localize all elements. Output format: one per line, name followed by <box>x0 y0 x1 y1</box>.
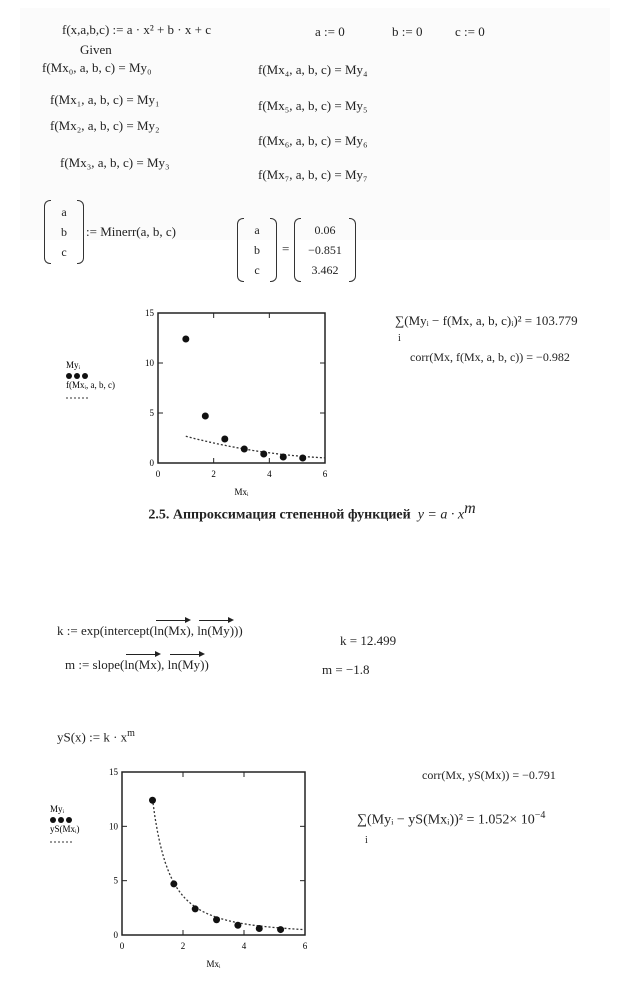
k-suffix: )) <box>234 623 243 638</box>
var-b: b <box>254 243 260 257</box>
ys-def-text: yS(x) := k · x <box>57 729 128 745</box>
y-tick-label: 15 <box>145 308 154 318</box>
data-point <box>234 922 241 929</box>
vectorized-ln-mx: ln(Mx) <box>124 652 161 673</box>
legend-label-points: Myᵢ <box>50 804 64 814</box>
constraint-equation: f(Mx₃, a, b, c) = My₃ <box>60 155 170 170</box>
legend-marker-point <box>74 373 80 379</box>
comma: , <box>161 657 165 672</box>
data-point <box>170 880 177 887</box>
y-tick-label: 0 <box>149 458 154 468</box>
a-init: a := 0 <box>315 24 345 39</box>
data-point <box>213 916 220 923</box>
sum-index: i <box>398 333 401 344</box>
data-point <box>256 925 263 932</box>
x-axis-label: Mxᵢ <box>234 487 249 497</box>
y-tick-label: 10 <box>145 358 154 368</box>
y-tick-label: 5 <box>113 875 118 886</box>
m-suffix: ) <box>204 657 209 672</box>
legend-label-fit: f(Mxᵢ, a, b, c) <box>66 380 115 390</box>
plot-frame <box>158 313 325 463</box>
data-point <box>260 451 267 458</box>
vectorized-ln-my: ln(My) <box>197 618 234 639</box>
constraint-equation: f(Mx₆, a, b, c) = My₆ <box>258 133 368 148</box>
quadratic-fit-chart <box>0 290 360 497</box>
minerr-call: := Minerr(a, b, c) <box>86 224 176 239</box>
sum-squares-quadratic: ∑(Myᵢ − f(Mx, a, b, c)ᵢ)² = 103.779 <box>395 313 578 328</box>
x-tick-label: 6 <box>322 469 328 479</box>
sum-index: i <box>365 835 368 846</box>
variables-vector <box>44 200 84 264</box>
y-tick-label: 15 <box>109 767 118 777</box>
legend-marker-point <box>82 373 88 379</box>
power-fit-chart <box>0 750 340 990</box>
var-a: a <box>254 223 260 237</box>
x-tick-label: 4 <box>267 469 272 479</box>
k-definition <box>57 618 243 639</box>
b-init: b := 0 <box>392 24 423 39</box>
constraint-equation: f(Mx₅, a, b, c) = My₅ <box>258 98 368 113</box>
k-value: k = 12.499 <box>340 633 397 648</box>
legend-marker-point <box>66 373 72 379</box>
sum-power-text: ∑(Myᵢ − yS(Mxᵢ))² = 1.052× 10 <box>357 812 535 828</box>
k-prefix: k := exp(intercept( <box>57 623 154 638</box>
corr-power: corr(Mx, yS(Mx)) = −0.791 <box>422 768 556 782</box>
corr-quadratic: corr(Mx, f(Mx, a, b, c)) = −0.982 <box>410 350 570 364</box>
m-prefix: m := slope( <box>65 657 125 672</box>
data-point <box>280 454 287 461</box>
vectorized-ln-my: ln(My) <box>168 652 205 673</box>
given-keyword: Given <box>80 42 112 57</box>
data-point <box>192 905 199 912</box>
var-a: a <box>61 205 67 219</box>
m-definition <box>65 652 209 673</box>
result-b: −0.851 <box>308 243 342 257</box>
constraint-equation: f(Mx₄, a, b, c) = My₄ <box>258 62 368 77</box>
result-a: 0.06 <box>314 223 336 237</box>
c-init: c := 0 <box>455 24 485 39</box>
ys-exponent: m <box>127 728 135 739</box>
data-point <box>277 926 284 933</box>
var-c: c <box>61 245 67 259</box>
ys-definition <box>57 728 135 745</box>
data-point <box>299 455 306 462</box>
function-definition: f(x,a,b,c) := a · x² + b · x + c <box>62 22 211 37</box>
equals-sign: = <box>282 241 290 256</box>
sum-power-exponent: −4 <box>534 810 546 821</box>
legend-marker-point <box>66 817 72 823</box>
section-formula-exponent: m <box>464 500 476 517</box>
m-value: m = −1.8 <box>322 662 370 677</box>
legend-label-fit: yS(Mxᵢ) <box>50 824 80 834</box>
section-title-text: 2.5. Аппроксимация степенной функцией <box>148 507 411 523</box>
comma: , <box>190 623 194 638</box>
x-tick-label: 0 <box>119 941 125 951</box>
sum-squares-power <box>357 810 545 829</box>
data-point <box>221 436 228 443</box>
legend-marker-point <box>50 817 56 823</box>
legend-label-points: Myᵢ <box>66 360 80 370</box>
x-tick-label: 2 <box>211 469 216 479</box>
x-axis-label: Mxᵢ <box>206 959 221 969</box>
data-point <box>202 413 209 420</box>
result-c: 3.462 <box>311 263 339 277</box>
section-formula: y = a · x <box>417 507 465 523</box>
constraint-equation: f(Mx₁, a, b, c) = My₁ <box>50 92 160 107</box>
constraint-equation: f(Mx₂, a, b, c) = My₂ <box>50 118 160 133</box>
plot-frame <box>122 772 305 935</box>
var-b: b <box>61 225 67 239</box>
constraint-equation: f(Mx₀, a, b, c) = My₀ <box>42 60 152 75</box>
constraint-equation: f(Mx₇, a, b, c) = My₇ <box>258 167 368 182</box>
data-point <box>149 797 156 804</box>
result-values-vector <box>294 218 356 282</box>
var-c: c <box>254 263 260 277</box>
x-tick-label: 6 <box>302 941 308 951</box>
y-tick-label: 10 <box>109 821 118 832</box>
y-tick-label: 0 <box>113 930 118 940</box>
x-tick-label: 2 <box>180 941 186 951</box>
x-tick-label: 0 <box>155 469 161 479</box>
legend-marker-point <box>58 817 64 823</box>
data-point <box>241 446 248 453</box>
result-vars-vector <box>237 218 277 282</box>
section-title <box>0 500 624 524</box>
y-tick-label: 5 <box>149 408 154 418</box>
vectorized-ln-mx: ln(Mx) <box>154 618 191 639</box>
data-point <box>182 336 189 343</box>
x-tick-label: 4 <box>241 941 247 951</box>
